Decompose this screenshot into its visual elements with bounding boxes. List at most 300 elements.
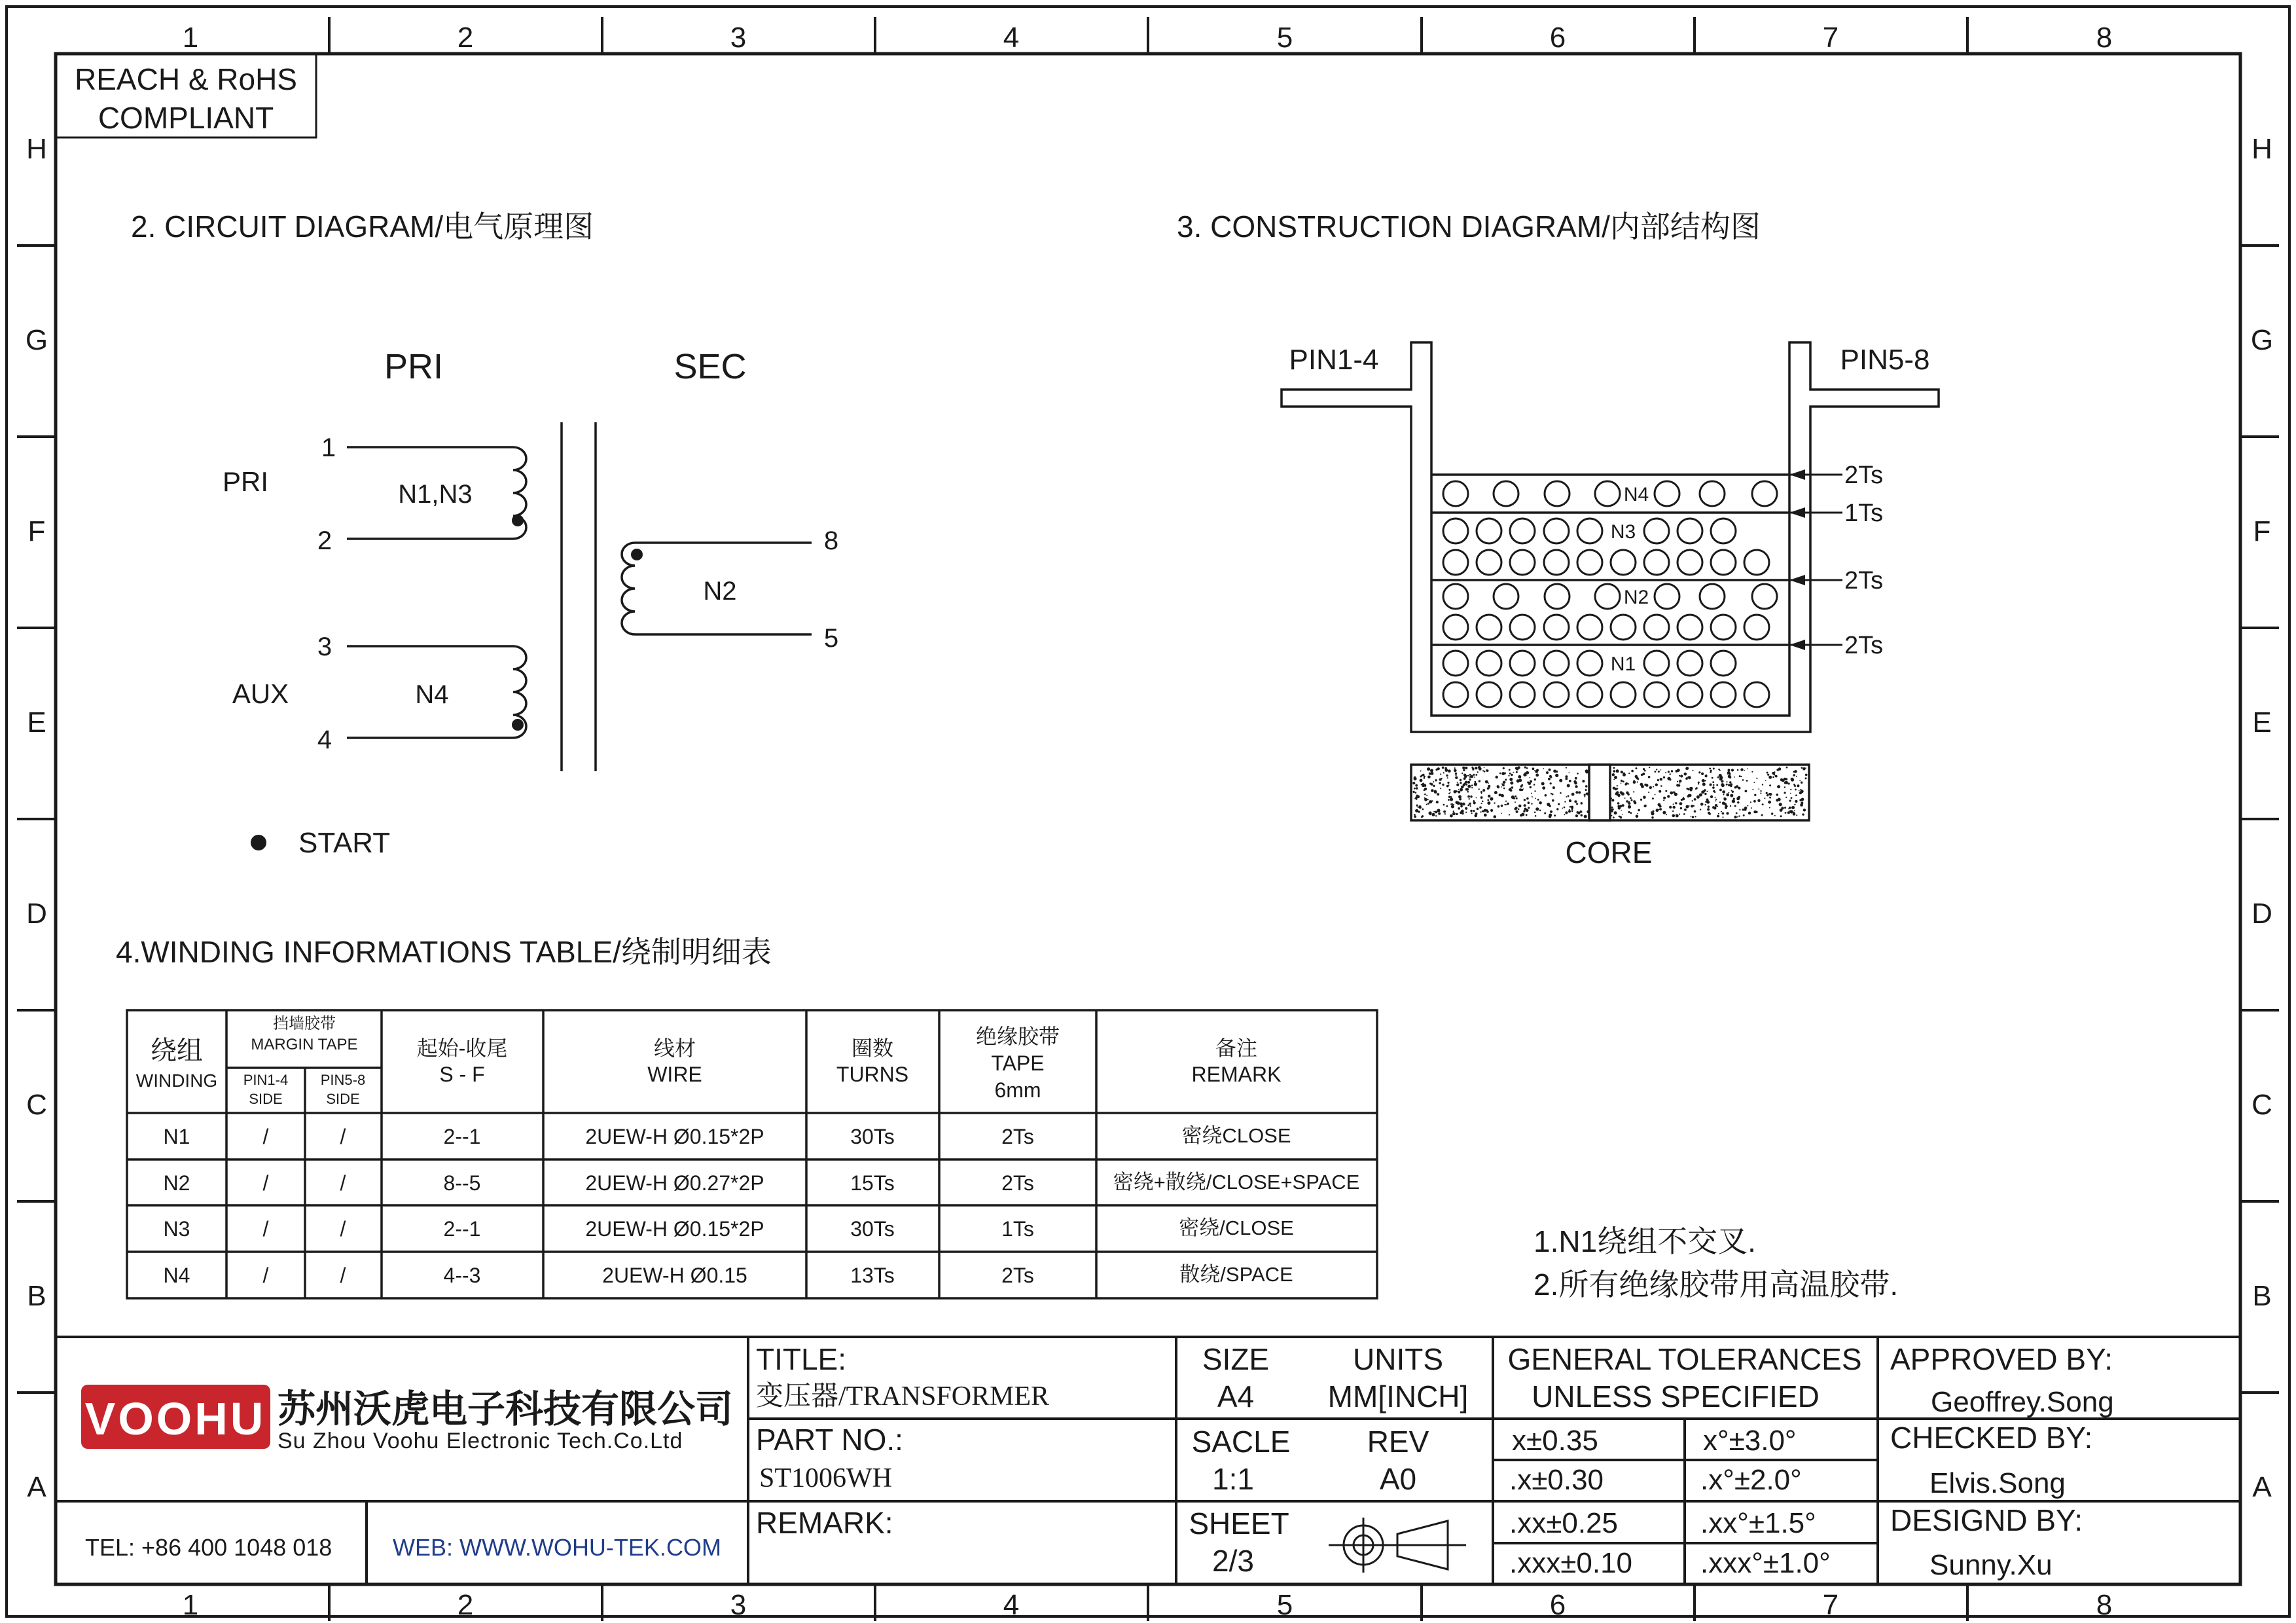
core-speckle-dot (1615, 788, 1617, 790)
core-speckle-dot (1415, 796, 1418, 799)
core-speckle-dot (1704, 793, 1706, 795)
core-speckle-dot (1723, 816, 1724, 818)
core-speckle-dot (1518, 805, 1522, 808)
core-speckle-dot (1466, 788, 1469, 791)
core-speckle-dot (1805, 777, 1807, 779)
th-tape-mm: 6mm (994, 1078, 1041, 1102)
core-speckle-dot (1487, 799, 1489, 801)
core-speckle-dot (1635, 775, 1638, 778)
tolerance-title-2: UNLESS SPECIFIED (1532, 1379, 1820, 1413)
core-speckle-dot (1448, 796, 1450, 798)
core-speckle-dot (1715, 797, 1716, 798)
core-speckle-dot (1498, 805, 1500, 808)
cell-wire: 2UEW-H Ø0.15*2P (585, 1125, 764, 1148)
core-speckle-dot (1549, 769, 1551, 771)
th-margin-cn: 挡墙胶带 (273, 1015, 336, 1032)
core-speckle-dot (1633, 791, 1634, 792)
core-speckle-dot (1648, 776, 1651, 778)
aux-label: AUX (232, 678, 289, 709)
core-speckle-dot (1510, 782, 1513, 785)
core-speckle-dot (1465, 781, 1467, 784)
core-speckle-dot (1613, 816, 1615, 818)
core-speckle-dot (1460, 788, 1463, 792)
core-speckle-dot (1518, 809, 1520, 811)
core-speckle-dot (1665, 772, 1666, 773)
core-speckle-dot (1421, 775, 1423, 776)
core-speckle-dot (1542, 786, 1545, 790)
core-speckle-dot (1509, 778, 1513, 781)
zone-row-label: B (2252, 1280, 2272, 1312)
title-label: TITLE: (756, 1342, 847, 1376)
core-block (1411, 765, 1809, 820)
core-speckle-dot (1751, 807, 1752, 809)
core-speckle-dot (1718, 769, 1720, 771)
zone-row-label: A (27, 1471, 46, 1503)
core-speckle-dot (1448, 793, 1450, 794)
core-speckle-dot (1722, 790, 1725, 793)
core-speckle-dot (1534, 778, 1536, 780)
core-speckle-dot (1576, 803, 1578, 805)
core-speckle-dot (1679, 814, 1680, 815)
core-speckle-dot (1719, 778, 1723, 781)
core-speckle-dot (1518, 775, 1521, 778)
core-speckle-dot (1531, 803, 1532, 805)
core-speckle-dot (1469, 774, 1471, 776)
pri-header: PRI (384, 347, 444, 386)
core-speckle-dot (1683, 813, 1685, 815)
core-speckle-dot (1729, 792, 1730, 793)
core-speckle-dot (1726, 793, 1729, 797)
zone-col-label: 1 (182, 22, 199, 54)
core-speckle-dot (1761, 814, 1763, 816)
core-speckle-dot (1724, 803, 1727, 805)
core-speckle-dot (1695, 816, 1696, 817)
core-speckle-dot (1706, 775, 1707, 776)
core-speckle-dot (1529, 782, 1531, 784)
core-speckle-dot (1524, 773, 1527, 775)
core-speckle-dot (1581, 802, 1583, 805)
core-speckle-dot (1715, 800, 1717, 801)
zone-row-label: B (27, 1280, 46, 1312)
core-speckle-dot (1695, 788, 1697, 790)
core-speckle-dot (1737, 801, 1739, 803)
winding-table-heading: 4.WINDING INFORMATIONS TABLE/绕制明细表 (116, 935, 772, 969)
core-speckle-dot (1479, 788, 1480, 790)
pin-8: 8 (823, 526, 839, 555)
core-speckle-dot (1462, 773, 1463, 774)
core-speckle-dot (1752, 789, 1753, 790)
zone-row-label: C (2251, 1089, 2272, 1121)
core-speckle-dot (1693, 805, 1695, 807)
core-speckle-dot (1719, 801, 1721, 803)
core-speckle-dot (1420, 779, 1423, 782)
core-speckle-dot (1571, 806, 1573, 809)
core-speckle-dot (1643, 768, 1645, 770)
core-speckle-dot (1494, 815, 1497, 818)
core-speckle-dot (1788, 809, 1789, 810)
core-speckle-dot (1637, 813, 1638, 814)
th-pin14: PIN1-4 (243, 1072, 289, 1088)
zone-col-label: 5 (1276, 22, 1293, 54)
core-speckle-dot (1787, 811, 1790, 814)
core-speckle-dot (1474, 782, 1477, 786)
start-legend-label: START (298, 827, 391, 859)
core-speckle-dot (1793, 771, 1795, 773)
core-speckle-dot (1781, 807, 1784, 809)
th-turns-en: TURNS (836, 1063, 909, 1086)
core-speckle-dot (1422, 784, 1425, 787)
tape-callout: 2Ts (1844, 462, 1884, 489)
core-speckle-dot (1713, 784, 1715, 786)
core-speckle-dot (1772, 776, 1774, 778)
zone-row-label: H (26, 133, 47, 165)
core-speckle-dot (1780, 815, 1782, 817)
core-speckle-dot (1736, 812, 1738, 814)
core-speckle-dot (1794, 785, 1796, 787)
core-speckle-dot (1669, 778, 1671, 780)
core-speckle-dot (1799, 792, 1802, 794)
th-turns-cn: 圈数 (851, 1036, 894, 1060)
zone-col-label: 6 (1549, 1589, 1566, 1621)
core-speckle-dot (1728, 775, 1731, 778)
winding-table (116, 935, 1377, 1298)
core-speckle-dot (1473, 800, 1475, 802)
core-speckle-dot (1470, 810, 1472, 812)
core-speckle-dot (1487, 788, 1490, 790)
core-speckle-dot (1416, 787, 1418, 790)
core-speckle-dot (1663, 797, 1666, 799)
core-speckle-dot (1757, 799, 1760, 802)
core-speckle-dot (1756, 778, 1757, 779)
core-speckle-dot (1446, 805, 1448, 807)
core-speckle-dot (1457, 782, 1458, 783)
th-sf-cn: 起始-收尾 (416, 1036, 508, 1060)
cell-remark: 密绕/CLOSE (1179, 1216, 1294, 1239)
core-speckle-dot (1707, 808, 1710, 811)
core-speckle-dot (1645, 784, 1648, 786)
core-speckle-dot (1443, 804, 1445, 806)
note-1: 1.N1绕组不交叉. (1534, 1224, 1756, 1258)
tol-angular: .xx°±1.5° (1700, 1507, 1816, 1539)
core-speckle-dot (1501, 812, 1502, 814)
core-speckle-dot (1802, 813, 1804, 815)
core-speckle-dot (1611, 799, 1614, 801)
core-speckle-dot (1501, 794, 1504, 797)
core-speckle-dot (1486, 769, 1489, 772)
core-speckle-dot (1709, 768, 1711, 770)
core-speckle-dot (1461, 810, 1464, 813)
tel-text: TEL: +86 400 1048 018 (85, 1534, 332, 1561)
core-speckle-dot (1753, 782, 1755, 783)
core-speckle-dot (1526, 775, 1527, 776)
core-speckle-dot (1427, 776, 1431, 779)
core-speckle-dot (1764, 797, 1765, 799)
core-speckle-dot (1456, 813, 1458, 815)
core-speckle-dot (1612, 773, 1615, 776)
core-speckle-dot (1532, 796, 1533, 797)
core-speckle-dot (1469, 778, 1471, 780)
core-speckle-dot (1485, 780, 1488, 784)
core-speckle-dot (1701, 773, 1704, 775)
core-speckle-dot (1801, 767, 1803, 769)
core-speckle-dot (1530, 786, 1532, 788)
core-speckle-dot (1717, 806, 1718, 807)
core-speckle-dot (1762, 784, 1763, 785)
core-speckle-dot (1559, 779, 1562, 782)
core-speckle-dot (1679, 782, 1681, 784)
core-speckle-dot (1704, 780, 1705, 782)
core-speckle-dot (1619, 796, 1620, 797)
cell-pin58: / (340, 1125, 346, 1148)
core-speckle-dot (1641, 785, 1644, 788)
zone-row-label: F (2253, 515, 2271, 547)
zone-col-label: 2 (457, 1589, 474, 1621)
start-dot-pri (512, 515, 524, 526)
core-speckle-dot (1767, 794, 1768, 796)
core-speckle-dot (1679, 802, 1683, 805)
core-speckle-dot (1723, 797, 1725, 799)
core-speckle-dot (1652, 811, 1654, 812)
core-speckle-dot (1616, 769, 1619, 773)
cell-sf: 2--1 (443, 1125, 481, 1148)
core-speckle-dot (1418, 807, 1419, 808)
core-speckle-dot (1578, 792, 1581, 794)
core-speckle-dot (1659, 808, 1662, 811)
core-speckle-dot (1670, 792, 1673, 795)
core-speckle-dot (1556, 771, 1558, 773)
core-speckle-dot (1416, 805, 1418, 807)
cell-sf: 8--5 (443, 1171, 481, 1195)
core-speckle-dot (1719, 774, 1722, 777)
core-speckle-dot (1526, 797, 1529, 800)
cell-wire: 2UEW-H Ø0.15 (602, 1264, 747, 1287)
core-speckle-dot (1773, 773, 1775, 775)
core-speckle-dot (1471, 787, 1473, 788)
th-side: SIDE (249, 1091, 283, 1107)
core-speckle-dot (1710, 771, 1712, 773)
core-speckle-dot (1796, 814, 1797, 816)
construction-diagram (1177, 210, 1939, 869)
core-speckle-dot (1524, 766, 1526, 768)
core-speckle-dot (1510, 789, 1513, 792)
core-speckle-dot (1788, 782, 1790, 784)
core-speckle-dot (1696, 795, 1700, 799)
tol-linear: x±0.35 (1512, 1425, 1598, 1457)
core-speckle-dot (1698, 771, 1700, 773)
core-speckle-dot (1481, 803, 1482, 804)
core-speckle-dot (1790, 810, 1793, 813)
cell-winding: N1 (163, 1125, 190, 1148)
core-speckle-dot (1687, 795, 1690, 797)
core-speckle-dot (1480, 791, 1482, 793)
core-speckle-dot (1575, 791, 1578, 793)
core-speckle-dot (1565, 811, 1568, 814)
core-speckle-dot (1568, 773, 1570, 774)
core-speckle-dot (1450, 797, 1453, 801)
tol-angular: .x°±2.0° (1700, 1464, 1802, 1496)
core-speckle-dot (1617, 802, 1620, 805)
core-speckle-dot (1767, 774, 1769, 776)
core-speckle-dot (1801, 782, 1803, 784)
core-speckle-dot (1693, 770, 1694, 771)
checked-value: Elvis.Song (1929, 1467, 2066, 1499)
core-speckle-dot (1535, 774, 1539, 777)
core-speckle-dot (1469, 776, 1471, 778)
zone-row-label: D (26, 898, 47, 930)
core-speckle-dot (1730, 805, 1731, 807)
core-speckle-dot (1511, 774, 1513, 776)
core-speckle-dot (1435, 792, 1436, 793)
core-speckle-dot (1569, 780, 1571, 782)
core-speckle-dot (1699, 793, 1702, 797)
core-label: CORE (1565, 835, 1653, 869)
core-speckle-dot (1424, 776, 1426, 778)
core-speckle-dot (1467, 775, 1468, 776)
core-speckle-dot (1776, 769, 1779, 771)
core-speckle-dot (1760, 790, 1761, 792)
core-speckle-dot (1477, 771, 1479, 773)
core-speckle-dot (1446, 775, 1448, 776)
cell-remark: 密绕+散绕/CLOSE+SPACE (1113, 1171, 1360, 1194)
cell-turns: 30Ts (850, 1125, 895, 1148)
core-speckle-dot (1803, 767, 1806, 771)
compliance-box (56, 54, 316, 137)
core-speckle-dot (1414, 815, 1416, 818)
core-speckle-dot (1447, 782, 1449, 784)
core-speckle-dot (1659, 790, 1661, 793)
core-speckle-dot (1614, 776, 1617, 779)
core-speckle-dot (1416, 795, 1418, 797)
core-speckle-dot (1513, 772, 1515, 773)
core-speckle-dot (1649, 767, 1650, 768)
core-speckle-dot (1524, 799, 1526, 801)
core-speckle-dot (1479, 807, 1482, 809)
core-speckle-dot (1464, 776, 1466, 778)
zone-col-label: 5 (1276, 1589, 1293, 1621)
core-speckle-dot (1698, 782, 1700, 784)
core-speckle-dot (1754, 794, 1756, 796)
core-speckle-dot (1475, 774, 1477, 776)
core-speckle-dot (1508, 775, 1509, 776)
core-speckle-dot (1554, 814, 1556, 816)
core-speckle-dot (1526, 814, 1528, 816)
core-speckle-dot (1717, 816, 1719, 818)
core-speckle-dot (1784, 786, 1785, 788)
core-speckle-dot (1725, 807, 1727, 809)
core-speckle-dot (1501, 786, 1502, 788)
remark-label: REMARK: (756, 1506, 893, 1540)
core-speckle-dot (1686, 777, 1688, 779)
cell-tape: 2Ts (1001, 1125, 1034, 1148)
core-speckle-dot (1515, 808, 1517, 811)
units-label: UNITS (1353, 1342, 1443, 1376)
core-speckle-dot (1708, 806, 1710, 808)
core-speckle-dot (1712, 786, 1715, 789)
core-speckle-dot (1679, 775, 1680, 776)
core-speckle-dot (1509, 773, 1511, 775)
core-speckle-dot (1747, 805, 1748, 807)
core-speckle-dot (1479, 780, 1480, 782)
core-speckle-dot (1746, 780, 1748, 782)
pin-left-label: PIN1-4 (1289, 344, 1379, 376)
core-speckle-dot (1706, 801, 1710, 804)
core-speckle-dot (1439, 782, 1441, 784)
tol-linear: .x±0.30 (1509, 1464, 1604, 1496)
core-speckle-dot (1717, 776, 1719, 778)
core-speckle-dot (1744, 770, 1746, 771)
core-speckle-dot (1503, 782, 1505, 784)
core-speckle-dot (1771, 812, 1773, 814)
core-speckle-dot (1458, 807, 1460, 810)
start-dot-aux (512, 719, 524, 731)
core-speckle-dot (1638, 778, 1640, 780)
layer-n4-label: N4 (1623, 484, 1649, 505)
core-speckle-dot (1488, 795, 1490, 797)
cell-remark: 散绕/SPACE (1179, 1263, 1293, 1286)
core-speckle-dot (1424, 790, 1426, 792)
core-speckle-dot (1627, 793, 1630, 796)
core-speckle-dot (1628, 811, 1630, 813)
core-speckle-dot (1567, 784, 1570, 788)
core-speckle-dot (1467, 785, 1471, 788)
core-speckle-dot (1768, 801, 1771, 804)
core-speckle-dot (1438, 812, 1441, 815)
zone-row-label: G (25, 324, 48, 356)
rev-label: REV (1367, 1425, 1429, 1459)
core-speckle-dot (1550, 811, 1552, 813)
core-speckle-dot (1803, 809, 1806, 811)
core-speckle-dot (1450, 792, 1451, 793)
core-speckle-dot (1737, 769, 1739, 771)
cell-tape: 2Ts (1001, 1171, 1034, 1195)
core-speckle-dot (1734, 776, 1735, 778)
core-speckle-dot (1577, 773, 1579, 775)
zone-col-label: 6 (1549, 22, 1566, 54)
core-speckle-dot (1676, 814, 1677, 816)
core-speckle-dot (1652, 797, 1654, 799)
core-speckle-dot (1414, 777, 1417, 780)
core-speckle-dot (1631, 770, 1634, 773)
pin-4: 4 (317, 725, 332, 754)
sheet-value: 2/3 (1212, 1544, 1254, 1578)
core-speckle-dot (1437, 809, 1440, 812)
core-speckle-dot (1790, 793, 1791, 794)
core-speckle-dot (1660, 769, 1662, 771)
core-speckle-dot (1789, 800, 1791, 802)
core-speckle-dot (1648, 792, 1649, 793)
core-speckle-dot (1694, 798, 1696, 801)
core-speckle-dot (1737, 816, 1738, 818)
core-speckle-dot (1431, 789, 1434, 792)
core-speckle-dot (1473, 774, 1475, 776)
core-speckle-dot (1552, 786, 1555, 789)
approved-label: APPROVED BY: (1890, 1342, 2113, 1376)
core-speckle-dot (1465, 784, 1467, 786)
core-speckle-dot (1785, 812, 1787, 814)
designed-value: Sunny.Xu (1929, 1549, 2053, 1581)
core-speckle-dot (1651, 811, 1652, 812)
core-speckle-dot (1433, 781, 1434, 782)
zone-col-label: 8 (2096, 22, 2113, 54)
core-speckle-dot (1489, 788, 1490, 789)
designed-label: DESIGND BY: (1890, 1503, 2083, 1537)
core-speckle-dot (1534, 784, 1535, 786)
core-speckle-dot (1726, 784, 1728, 786)
core-speckle-dot (1613, 779, 1615, 780)
core-speckle-dot (1544, 812, 1546, 814)
zone-row-label: H (2251, 133, 2272, 165)
core-speckle-dot (1575, 785, 1577, 788)
